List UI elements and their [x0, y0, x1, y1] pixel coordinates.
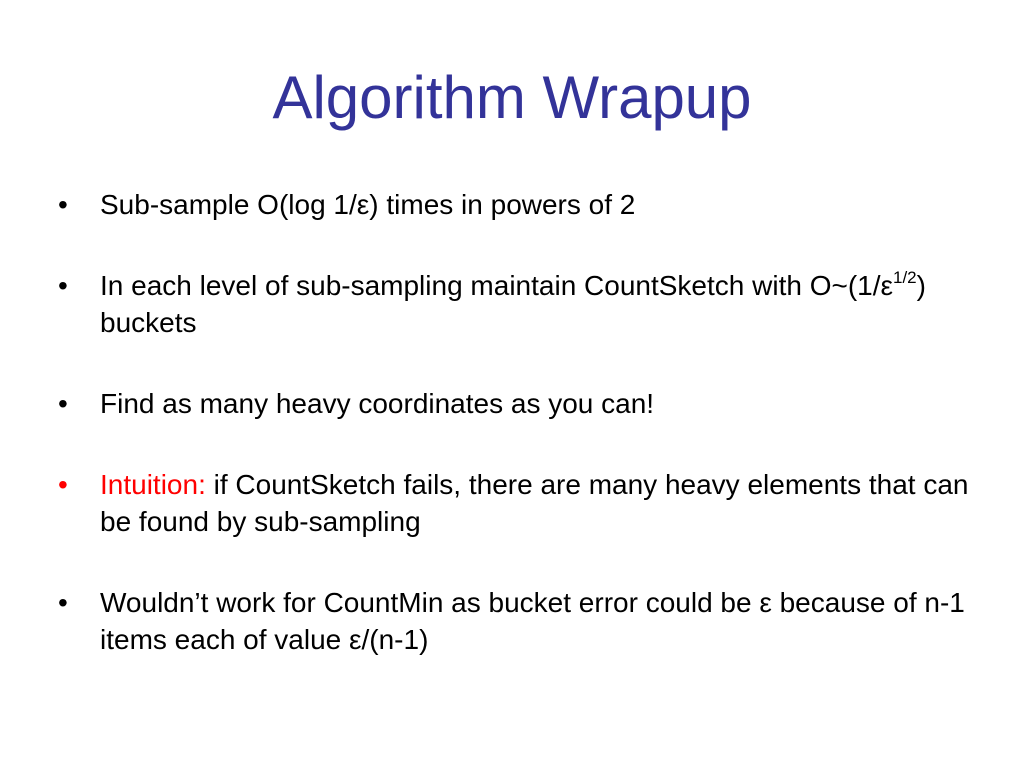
bullet-item-heavy-coordinates [58, 385, 978, 422]
bullet-text-pre: In each level of sub-sampling maintain CountSketch with O~(1/ε [100, 270, 893, 301]
bullet-glyph: • [58, 189, 68, 220]
bullet-glyph: • [58, 270, 68, 301]
bullet-text: Find as many heavy coordinates as you can! [100, 388, 655, 419]
slide-title: Algorithm Wrapup [272, 64, 752, 131]
bullet-glyph: • [58, 587, 68, 618]
bullet-text-post: ) buckets [100, 270, 926, 338]
bullet-item-countmin [58, 584, 978, 658]
bullet-item-intuition [58, 466, 978, 540]
bullet-text: if CountSketch fails, there are many heavy elements that can be found by sub-sampling [100, 469, 969, 537]
bullet-item-subsample [58, 186, 978, 223]
bullet-text: Sub-sample O(log 1/ε) times in powers of 2 [100, 189, 636, 220]
intuition-label: Intuition: [100, 469, 206, 500]
bullet-glyph: • [58, 388, 68, 419]
bullet-list [58, 186, 978, 702]
bullet-glyph: • [58, 469, 68, 500]
bullet-superscript: 1/2 [893, 267, 917, 287]
bullet-item-countsketch-levels [58, 267, 978, 341]
bullet-text: Wouldn’t work for CountMin as bucket error could be ε because of n-1 items each of value ε/(n-1) [100, 587, 965, 655]
